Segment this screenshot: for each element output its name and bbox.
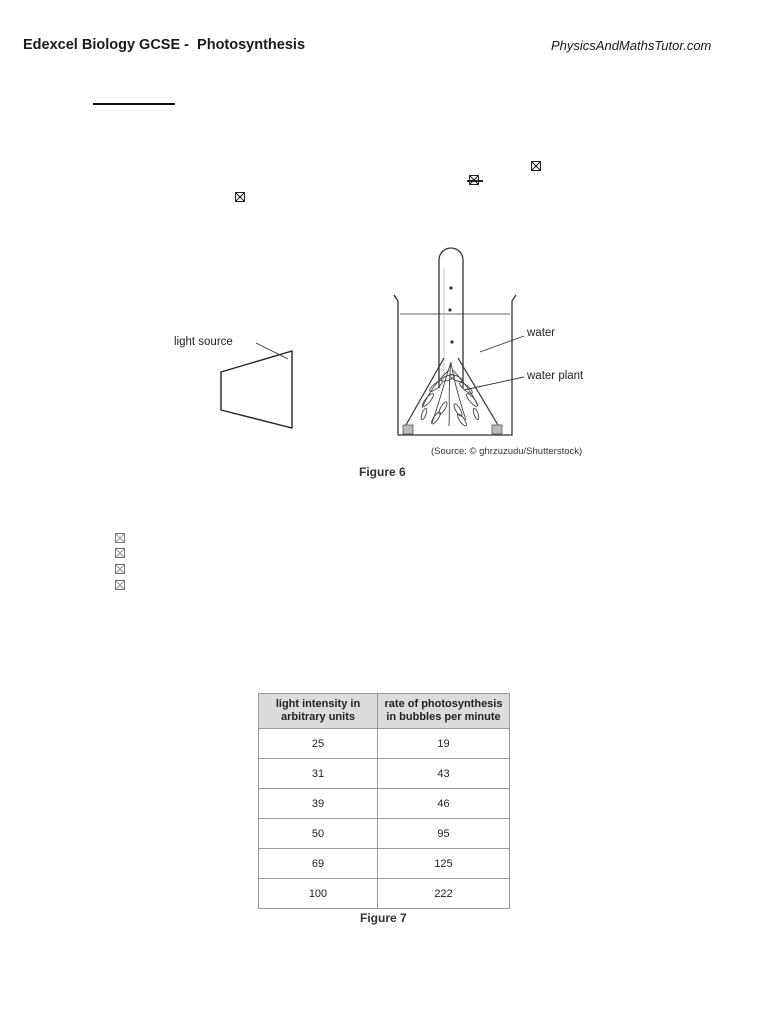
support-block (403, 425, 413, 434)
water-label: water (527, 327, 556, 339)
answer-checkbox-1[interactable] (531, 161, 541, 171)
table-row (259, 789, 510, 819)
option-checkbox-b[interactable] (115, 548, 125, 558)
figure-6-caption: Figure 6 (359, 465, 406, 479)
bubble (448, 308, 451, 311)
answer-checkbox-2[interactable] (469, 175, 479, 185)
bubble (449, 286, 452, 289)
table-row (259, 879, 510, 909)
light-source-label: light source (174, 336, 233, 348)
column-header-rate: rate of photosynthesis in bubbles per minute (378, 694, 510, 729)
column-header-light-intensity: light intensity in arbitrary units (259, 694, 378, 729)
site-name: PhysicsAndMathsTutor.com (551, 38, 712, 53)
rate-cell: 95 (378, 819, 510, 849)
table-row (259, 729, 510, 759)
light-intensity-cell: 100 (259, 879, 378, 909)
water-leader-line (480, 336, 524, 352)
answer-checkbox-3[interactable] (235, 192, 245, 202)
table-row (259, 819, 510, 849)
rate-cell: 19 (378, 729, 510, 759)
document-title: Edexcel Biology GCSE - Photosynthesis (23, 37, 306, 53)
option-checkbox-a[interactable] (115, 533, 125, 543)
rate-cell: 125 (378, 849, 510, 879)
light-intensity-cell: 69 (259, 849, 378, 879)
funnel-side (406, 358, 444, 425)
option-checkbox-c[interactable] (115, 564, 125, 574)
figure-7-table (258, 693, 510, 909)
lamp-shape (221, 351, 292, 428)
table-header-row (259, 694, 510, 729)
strike-mark (467, 180, 483, 182)
light-intensity-cell: 50 (259, 819, 378, 849)
test-tube (439, 248, 463, 388)
water-plant-label: water plant (527, 370, 584, 382)
rate-cell: 222 (378, 879, 510, 909)
image-source-credit: (Source: © ghrzuzudu/Shutterstock) (431, 446, 583, 457)
figure-7-caption: Figure 7 (360, 911, 407, 925)
bubble (450, 340, 453, 343)
support-block (492, 425, 502, 434)
light-intensity-cell: 31 (259, 759, 378, 789)
water-plant-drawing (420, 362, 480, 427)
light-intensity-cell: 25 (259, 729, 378, 759)
option-checkbox-d[interactable] (115, 580, 125, 590)
rate-cell: 43 (378, 759, 510, 789)
rate-cell: 46 (378, 789, 510, 819)
light-intensity-cell: 39 (259, 789, 378, 819)
underline-rule (93, 103, 175, 105)
table-row (259, 849, 510, 879)
table-row (259, 759, 510, 789)
